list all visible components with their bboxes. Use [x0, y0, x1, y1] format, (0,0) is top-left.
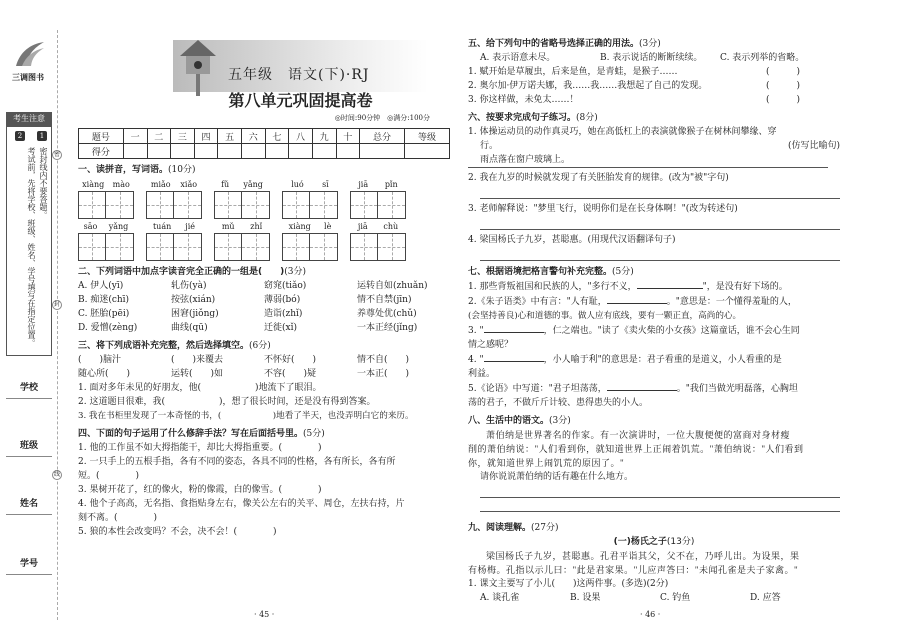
pinyin-text [282, 222, 338, 233]
score-table [78, 128, 450, 159]
char-boxes [78, 233, 134, 261]
pinyin-group [78, 222, 134, 261]
s4-q3: 3. 果树开花了，红的像火，粉的像霞，白的像雪。( ) [78, 485, 322, 495]
text-span: (3分) [639, 39, 661, 49]
char-writing-box[interactable] [78, 191, 106, 219]
s9-passage-2: 有杨梅。孔指以示儿曰："此是君家果。"儿应声答曰："未闻孔雀是夫子家禽。" [468, 565, 799, 575]
brand-name: 三调图书 [12, 73, 44, 82]
section-5-title [468, 38, 840, 51]
option-word: 按弦(xián) [171, 295, 216, 305]
section-2-title [78, 266, 450, 279]
char-boxes [78, 191, 134, 219]
option-word: 情不自禁(jīn) [357, 295, 412, 305]
text-span: (6分) [249, 341, 271, 351]
pinyin-syllable: tuán [152, 222, 172, 231]
option-row [78, 279, 450, 293]
text-span: 六、按要求完成句子练习。 [468, 113, 577, 123]
s8-passage-2: 削的萧伯纳说："人们看到你，就知道世界上正闹着饥荒。"萧伯纳说："人们看到 [468, 444, 804, 454]
s4-q4-cont: 刻不离。( ) [78, 513, 158, 523]
pinyin-syllable: jié [185, 222, 195, 231]
score-cell[interactable] [289, 144, 313, 159]
s6-q4-answer[interactable] [480, 247, 840, 261]
text-span: (5分) [303, 429, 325, 439]
option-word: 造诣(zhǐ) [264, 309, 303, 319]
s6-q4: 4. 梁国杨氏子九岁，甚聪惠。(用现代汉语翻译句子) [468, 235, 676, 245]
text-span: 4. " [468, 355, 484, 365]
text-span: 四、下面的句子运用了什么修辞手法？写在后面括号里。 [78, 429, 304, 439]
text-span: "，是没有好下场的。 [702, 282, 788, 292]
s4-q2-cont: 短。( ) [78, 471, 140, 481]
text-span: (一)杨氏之子 [613, 537, 667, 547]
char-boxes [282, 191, 338, 219]
full-score: ◎满分:100分 [387, 114, 430, 122]
s6-q3-answer[interactable] [480, 216, 840, 230]
text-span: 2. 奥尔加·伊万诺夫娜，我……我……我想起了自己的发现。 [468, 81, 708, 91]
char-writing-box[interactable] [310, 191, 338, 219]
score-header-cell: 总分 [360, 129, 405, 144]
section-4-title [78, 428, 450, 441]
text-span: 一、读拼音，写词语。 [78, 165, 169, 175]
notice-number-2: 2 [15, 131, 25, 141]
option-word: 困窘(jiǒng) [171, 309, 219, 319]
score-header-cell: 四 [194, 129, 218, 144]
s7-q5-blank[interactable] [607, 381, 677, 391]
option-word: 一本正经(jǐng) [357, 323, 418, 333]
option-word: 迁徙(xǐ) [264, 323, 297, 333]
pinyin-group [146, 180, 202, 219]
score-cell[interactable] [123, 144, 147, 159]
s9-q1: 1. 课文主要写了小儿( )这两件事。(多选)(2分) [468, 579, 669, 589]
s3-q2: 2. 这道题目很难，我( )，想了很长时间，还是没有得到答案。 [78, 397, 376, 407]
page-title: 第八单元巩固提高卷 [228, 91, 373, 110]
text-span: 五、给下列句中的省略号选择正确的用法。 [468, 39, 640, 49]
text-span: ( ) [765, 95, 800, 105]
text-span: (8分) [576, 113, 598, 123]
text-span: 行。 [480, 141, 499, 151]
s5-q1 [468, 65, 840, 79]
score-cell[interactable] [360, 144, 405, 159]
char-writing-box[interactable] [106, 233, 134, 261]
s7-q4-blank[interactable] [484, 352, 544, 362]
char-writing-box[interactable] [174, 233, 202, 261]
s4-q2: 2. 一只手上的五根手指，各有不同的姿态，各具不同的性格，各有所长，各有所 [78, 457, 396, 467]
text-span: 。"意思是：一个懂得羞耻的人， [666, 297, 797, 307]
s7-q1-blank[interactable] [637, 279, 703, 289]
option-word: 薄弱(bó) [264, 295, 301, 305]
s6-q3: 3. 老师解释说："梦里飞行，说明你们是在长身体啊！"(改为转述句) [468, 204, 738, 214]
text-span: (3分) [549, 416, 571, 426]
option-word: 轧伤(yà) [171, 281, 207, 291]
s5-q2 [468, 79, 840, 93]
idiom-blank[interactable]: 不容( )疑 [264, 369, 317, 379]
pinyin-group [282, 222, 338, 261]
option-word: 运转自如(zhuǎn) [357, 281, 428, 291]
grade-subject: 五年级 语文(下)·RJ [228, 67, 370, 83]
text-span: 二、下列词语中加点字读音完全正确的一组是( ) [78, 267, 285, 277]
right-page [468, 38, 840, 605]
text-span: (10分) [168, 165, 196, 175]
pinyin-syllable: sāo [83, 222, 98, 231]
s7-q5 [468, 381, 840, 396]
pinyin-syllable: chù [383, 222, 399, 231]
text-span: 。"我们当做光明磊落，心胸坦 [676, 384, 798, 394]
option-word: 曲线(qū) [171, 323, 208, 333]
pinyin-syllable: xiàng [82, 180, 105, 189]
pinyin-syllable: yǎng [108, 222, 129, 231]
char-boxes [350, 191, 406, 219]
score-header-cell: 三 [171, 129, 195, 144]
s7-q5-cont: 荡的君子，不做斤斤计较、患得患失的小人。 [468, 398, 649, 408]
char-writing-box[interactable] [174, 191, 202, 219]
class-label: 班级 [19, 441, 38, 451]
s3-q1: 1. 面对多年未见的好朋友，他( )地流下了眼泪。 [78, 383, 322, 393]
s6-q1-cont [468, 139, 840, 153]
text-span: 3. " [468, 326, 484, 336]
s7-q1 [468, 279, 840, 294]
punctuation-option: B. 表示说话的断断续续。 [600, 53, 703, 63]
pinyin-group [350, 180, 406, 219]
char-writing-box[interactable] [282, 191, 310, 219]
idiom-blank[interactable]: 情不自( ) [357, 355, 410, 365]
char-boxes [146, 233, 202, 261]
score-header-cell: 七 [265, 129, 289, 144]
char-boxes [146, 191, 202, 219]
pinyin-text [350, 180, 406, 191]
pinyin-group [282, 180, 338, 219]
choice-option[interactable]: D. 应答 [750, 593, 781, 603]
pinyin-syllable: pǐn [384, 180, 398, 189]
s7-q4-cont: 利益。 [468, 369, 496, 379]
score-header-cell: 二 [147, 129, 171, 144]
char-boxes [350, 233, 406, 261]
score-label: 得分 [79, 144, 124, 159]
score-header-cell: 九 [312, 129, 336, 144]
section-7-title [468, 266, 840, 279]
s3-q3: 3. 我在书柜里发现了一本奇怪的书，( )地看了半天，也没弄明白它的来历。 [78, 411, 414, 421]
school-field[interactable] [6, 398, 52, 399]
notice-number-1: 1 [37, 131, 47, 141]
pinyin-syllable: miǎo [150, 180, 171, 189]
pinyin-syllable: xiàng [288, 222, 311, 231]
char-writing-box[interactable] [106, 191, 134, 219]
text-span: (3分) [284, 267, 306, 277]
char-boxes [282, 233, 338, 261]
char-writing-box[interactable] [378, 233, 406, 261]
pinyin-syllable: fǔ [221, 180, 230, 189]
text-span: ( ) [765, 67, 800, 77]
s8-answer-2[interactable] [480, 498, 840, 512]
s6-q2-answer[interactable] [480, 185, 840, 199]
text-span: (5分) [612, 267, 634, 277]
score-header-cell: 八 [289, 129, 313, 144]
pinyin-row-2 [78, 222, 450, 261]
name-field[interactable] [6, 514, 52, 515]
text-span: 八、生活中的语文。 [468, 416, 550, 426]
s6-q2: 2. 我在九岁的时候就发现了有关胚胎发育的规律。(改为"被"字句) [468, 173, 729, 183]
birdhouse-illustration-icon [176, 36, 220, 96]
char-writing-box[interactable] [242, 233, 270, 261]
char-writing-box[interactable] [310, 233, 338, 261]
s7-q2 [468, 294, 840, 309]
char-writing-box[interactable] [350, 233, 378, 261]
idiom-blank[interactable]: ( )脑汁 [78, 355, 122, 365]
notice-box [6, 126, 52, 356]
punctuation-option: A. 表示语意未尽。 [480, 53, 556, 63]
text-span: ，小人喻于利"的意思是：君子看重的是道义，小人看重的是 [543, 355, 782, 365]
char-writing-box[interactable] [214, 191, 242, 219]
s4-q5: 5. 狼的本性会改变吗？不会，决不会！( ) [78, 527, 277, 537]
s9-q1-options [468, 591, 840, 605]
char-writing-box[interactable] [242, 191, 270, 219]
punctuation-option: C. 表示列举的省略。 [720, 53, 805, 63]
s9-passage-1: 梁国杨氏子九岁，甚聪惠。孔君平诣其父，父不在，乃呼儿出。为设果，果 [486, 551, 800, 561]
option-row [78, 293, 450, 307]
text-span: 1. 赋开始是草履虫，后来是鱼，是青蛙，是猴子…… [468, 67, 678, 77]
score-cell[interactable] [336, 144, 360, 159]
idiom-blank[interactable]: 随心所( ) [78, 369, 131, 379]
section-6-title [468, 112, 840, 125]
score-cell[interactable] [405, 144, 450, 159]
page-header [78, 38, 450, 120]
s7-q4 [468, 352, 840, 367]
pinyin-text [214, 180, 270, 191]
s8-answer-1[interactable] [480, 484, 840, 498]
seal-mark-icon: 线 [53, 471, 60, 478]
idiom-row-1 [78, 353, 450, 367]
char-writing-box[interactable] [78, 233, 106, 261]
text-span: (27分) [531, 523, 559, 533]
pinyin-syllable: zhǐ [250, 222, 263, 231]
section-9-title [468, 522, 840, 535]
pinyin-syllable: jiā [358, 180, 369, 189]
char-boxes [214, 233, 270, 261]
name-label: 姓名 [19, 499, 38, 509]
char-writing-box[interactable] [350, 191, 378, 219]
pinyin-group [214, 180, 270, 219]
page-number-right: · 46 · [640, 610, 661, 619]
section-1-title [78, 164, 450, 177]
school-label: 学校 [19, 383, 38, 393]
score-cell[interactable] [194, 144, 218, 159]
pinyin-syllable: mǔ [221, 222, 235, 231]
brand-logo-icon [12, 40, 46, 68]
pinyin-text [146, 180, 202, 191]
s8-passage-3: 你，就知道世界上闹饥荒的原因了。" [468, 458, 625, 468]
text-span: ( ) [765, 81, 800, 91]
section-8-title [468, 415, 840, 428]
option-row [78, 321, 450, 335]
text-span: (13分) [666, 537, 695, 547]
text-span: 3. 你这样做，未免太……！ [468, 95, 579, 105]
student-id-field[interactable] [6, 574, 52, 575]
char-writing-box[interactable] [214, 233, 242, 261]
char-writing-box[interactable] [378, 191, 406, 219]
score-header-cell: 等级 [405, 129, 450, 144]
pinyin-syllable: luó [291, 180, 304, 189]
choice-option[interactable]: A. 谈孔雀 [480, 593, 520, 603]
time-limit: ◎时间:90分钟 [334, 114, 381, 122]
s6-q1-answer[interactable]: 雨点落在窗户玻璃上。 [468, 153, 828, 168]
s4-q4: 4. 他个子高高，无名指、食指贴身左右，像关公左右的关平、周仓，左扶右持，片 [78, 499, 405, 509]
text-span: 九、阅读理解。 [468, 523, 532, 533]
seal-mark-icon: 封 [53, 301, 60, 308]
s5-q3 [468, 93, 840, 107]
text-span: 5.《论语》中写道："君子坦荡荡， [468, 384, 607, 394]
seal-mark-icon: 密 [53, 151, 60, 158]
text-span: 1. 那些背叛祖国和民族的人，"多行不义， [468, 282, 637, 292]
seal-line [57, 30, 58, 620]
text-span: 三、将下列成语补充完整，然后选择填空。 [78, 341, 250, 351]
text-span: 七、根据语境把格言警句补充完整。 [468, 267, 613, 277]
score-cell[interactable] [147, 144, 171, 159]
option-word: C. 胚胎(pēi) [78, 309, 130, 319]
notice-1: 密封线内不要答题。 [39, 147, 48, 219]
s6-q1: 1. 体操运动员的动作真灵巧，她在高低杠上的表演就像猴子在树林间攀缘、穿 [468, 127, 777, 137]
choice-option[interactable]: C. 钓鱼 [660, 593, 691, 603]
s8-passage-1: 萧伯纳是世界著名的作家。有一次演讲时，一位大腹便便的富商对身材瘦 [486, 430, 791, 440]
s7-q3-cont: 情之感呢？ [468, 340, 514, 350]
notice-2: 考试前，先将学校、班级、姓名、学号填写在指定位置。 [27, 147, 36, 347]
score-header-cell: 一 [123, 129, 147, 144]
pinyin-group [146, 222, 202, 261]
notice-title: 考生注意 [6, 112, 52, 126]
idiom-blank[interactable]: 一本正( ) [357, 369, 410, 379]
s7-q3 [468, 323, 840, 338]
option-word: D. 爱憎(zèng) [78, 323, 138, 333]
option-word: A. 伊人(yī) [78, 281, 124, 291]
s5-options [468, 51, 840, 65]
idiom-blank[interactable]: ( )来覆去 [171, 355, 224, 365]
s7-q2-cont: (会坚持善良)心和道德的事。做人应有底线，要有一颗正直，高尚的心。 [468, 311, 742, 321]
pinyin-group [350, 222, 406, 261]
pinyin-text [350, 222, 406, 233]
option-row [78, 307, 450, 321]
pinyin-syllable: jiā [357, 222, 368, 231]
text-span: (仿写比喻句) [787, 141, 840, 151]
pinyin-group [78, 180, 134, 219]
score-cell[interactable] [312, 144, 336, 159]
s4-q1: 1. 他的工作虽不如大拇指能干，却比大拇指重要。( ) [78, 443, 322, 453]
option-word: 养尊处优(chǔ) [357, 309, 417, 319]
s7-q2-blank[interactable] [607, 294, 667, 304]
char-writing-box[interactable] [146, 233, 174, 261]
pinyin-syllable: lè [324, 222, 332, 231]
score-cell[interactable] [171, 144, 195, 159]
option-word: B. 痴迷(chī) [78, 295, 130, 305]
text-span: 2.《朱子语类》中有言："人有耻， [468, 297, 607, 307]
text-span: ，仁之端也。"读了《卖火柴的小女孩》这篇童话，谁不会心生同 [543, 326, 800, 336]
pinyin-text [78, 180, 134, 191]
s7-q3-blank[interactable] [484, 323, 544, 333]
char-boxes [214, 191, 270, 219]
pinyin-syllable: xiǎo [180, 180, 198, 189]
student-id-label: 学号 [19, 559, 38, 569]
pinyin-syllable: mào [112, 180, 130, 189]
choice-option[interactable]: B. 设果 [570, 593, 601, 603]
sidebar [0, 0, 60, 636]
section-2-options [78, 279, 450, 335]
section-3-title [78, 340, 450, 353]
pinyin-syllable: sī [322, 180, 329, 189]
idiom-blank[interactable]: 运转( )如 [171, 369, 224, 379]
score-cell[interactable] [242, 144, 266, 159]
left-page [78, 38, 450, 539]
pinyin-text [78, 222, 134, 233]
class-field[interactable] [6, 456, 52, 457]
char-writing-box[interactable] [146, 191, 174, 219]
score-header-cell: 六 [242, 129, 266, 144]
pinyin-text [146, 222, 202, 233]
idiom-blank[interactable]: 不怀好( ) [264, 355, 317, 365]
pinyin-text [214, 222, 270, 233]
char-writing-box[interactable] [282, 233, 310, 261]
score-header-cell: 十 [336, 129, 360, 144]
s8-question: 请你说说萧伯纳的话有趣在什么地方。 [480, 472, 634, 482]
pinyin-group [214, 222, 270, 261]
s9-subtitle [468, 535, 840, 549]
score-cell[interactable] [218, 144, 242, 159]
score-cell[interactable] [265, 144, 289, 159]
pinyin-row-1 [78, 180, 450, 219]
score-header-cell: 题号 [79, 129, 124, 144]
score-header-cell: 五 [218, 129, 242, 144]
idiom-row-2 [78, 367, 450, 381]
exam-meta [335, 113, 430, 123]
page-number-left: · 45 · [254, 610, 275, 619]
option-word: 窈窕(tiǎo) [264, 281, 307, 291]
pinyin-text [282, 180, 338, 191]
pinyin-syllable: yǎng [243, 180, 263, 189]
